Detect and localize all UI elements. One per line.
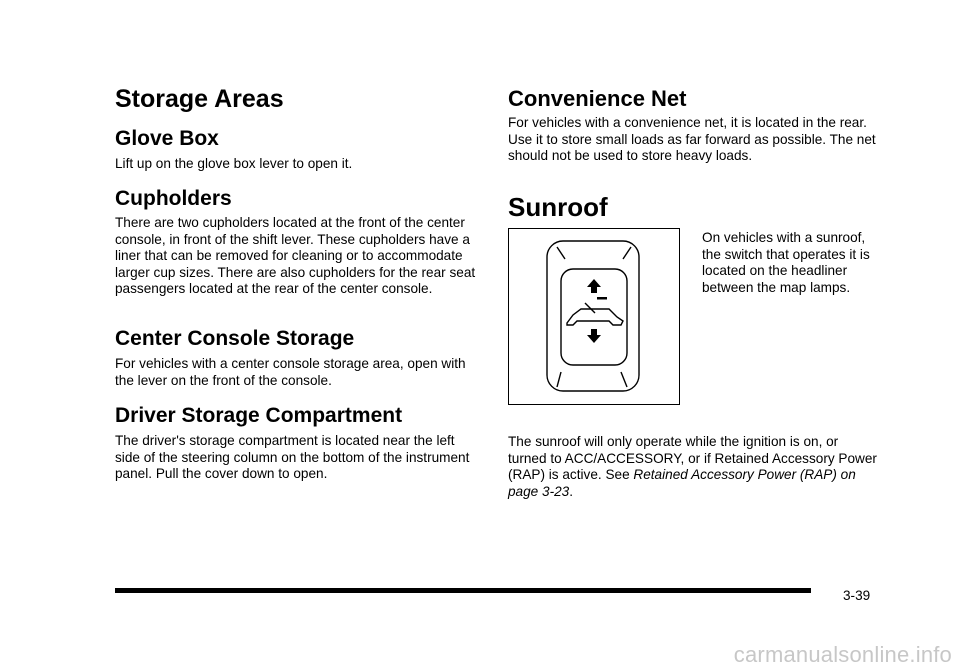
cupholders-text: There are two cupholders located at the front of the center console, in front of the shift lever. These cupholders have a liner that can be removed for cleaning or to accommodate larger cup sizes. There are also cupholders for the rear seat passengers located at the rear of the center console. <box>115 215 476 296</box>
section-heading-glove-box: Glove Box <box>115 127 219 150</box>
driver-storage-text: The driver's storage compartment is located near the left side of the steering column on the bottom of the instrument panel. Pull the cover down to open. <box>115 433 470 481</box>
center-console-text: For vehicles with a center console storage area, open with the lever on the front of the console. <box>115 356 466 388</box>
convenience-net-text: For vehicles with a convenience net, it is located in the rear. Use it to store small loads as far forward as possible. The net should not be used to store heavy loads. <box>508 115 876 163</box>
section-heading-center-console: Center Console Storage <box>115 327 355 350</box>
section-heading-driver-storage: Driver Storage Compartment <box>115 404 403 427</box>
glove-box-text: Lift up on the glove box lever to open it. <box>115 156 353 171</box>
page-title: Storage Areas <box>115 85 284 113</box>
watermark: carmanualsonline.info <box>733 642 952 667</box>
section-heading-cupholders: Cupholders <box>115 187 232 210</box>
sunroof-body-prefix: The sunroof will only operate while the ignition is on, or turned to ACC/ACCESSORY, or if Retained Accessory Power (RAP) is active. See <box>508 434 877 482</box>
sunroof-switch-figure <box>508 228 680 405</box>
rap-cross-reference[interactable]: Retained Accessory Power (RAP) on page 3-23 <box>508 467 856 499</box>
sunroof-body-text <box>508 434 878 500</box>
sunroof-body-suffix: . <box>569 483 574 499</box>
footer-rule <box>115 588 811 593</box>
section-heading-sunroof: Sunroof <box>508 192 608 222</box>
page-number: 3-39 <box>843 588 871 603</box>
section-heading-convenience-net: Convenience Net <box>508 86 687 111</box>
sunroof-side-text: On vehicles with a sunroof, the switch that operates it is located on the headliner between the map lamps. <box>702 230 870 295</box>
sunroof-switch-icon <box>509 229 678 403</box>
